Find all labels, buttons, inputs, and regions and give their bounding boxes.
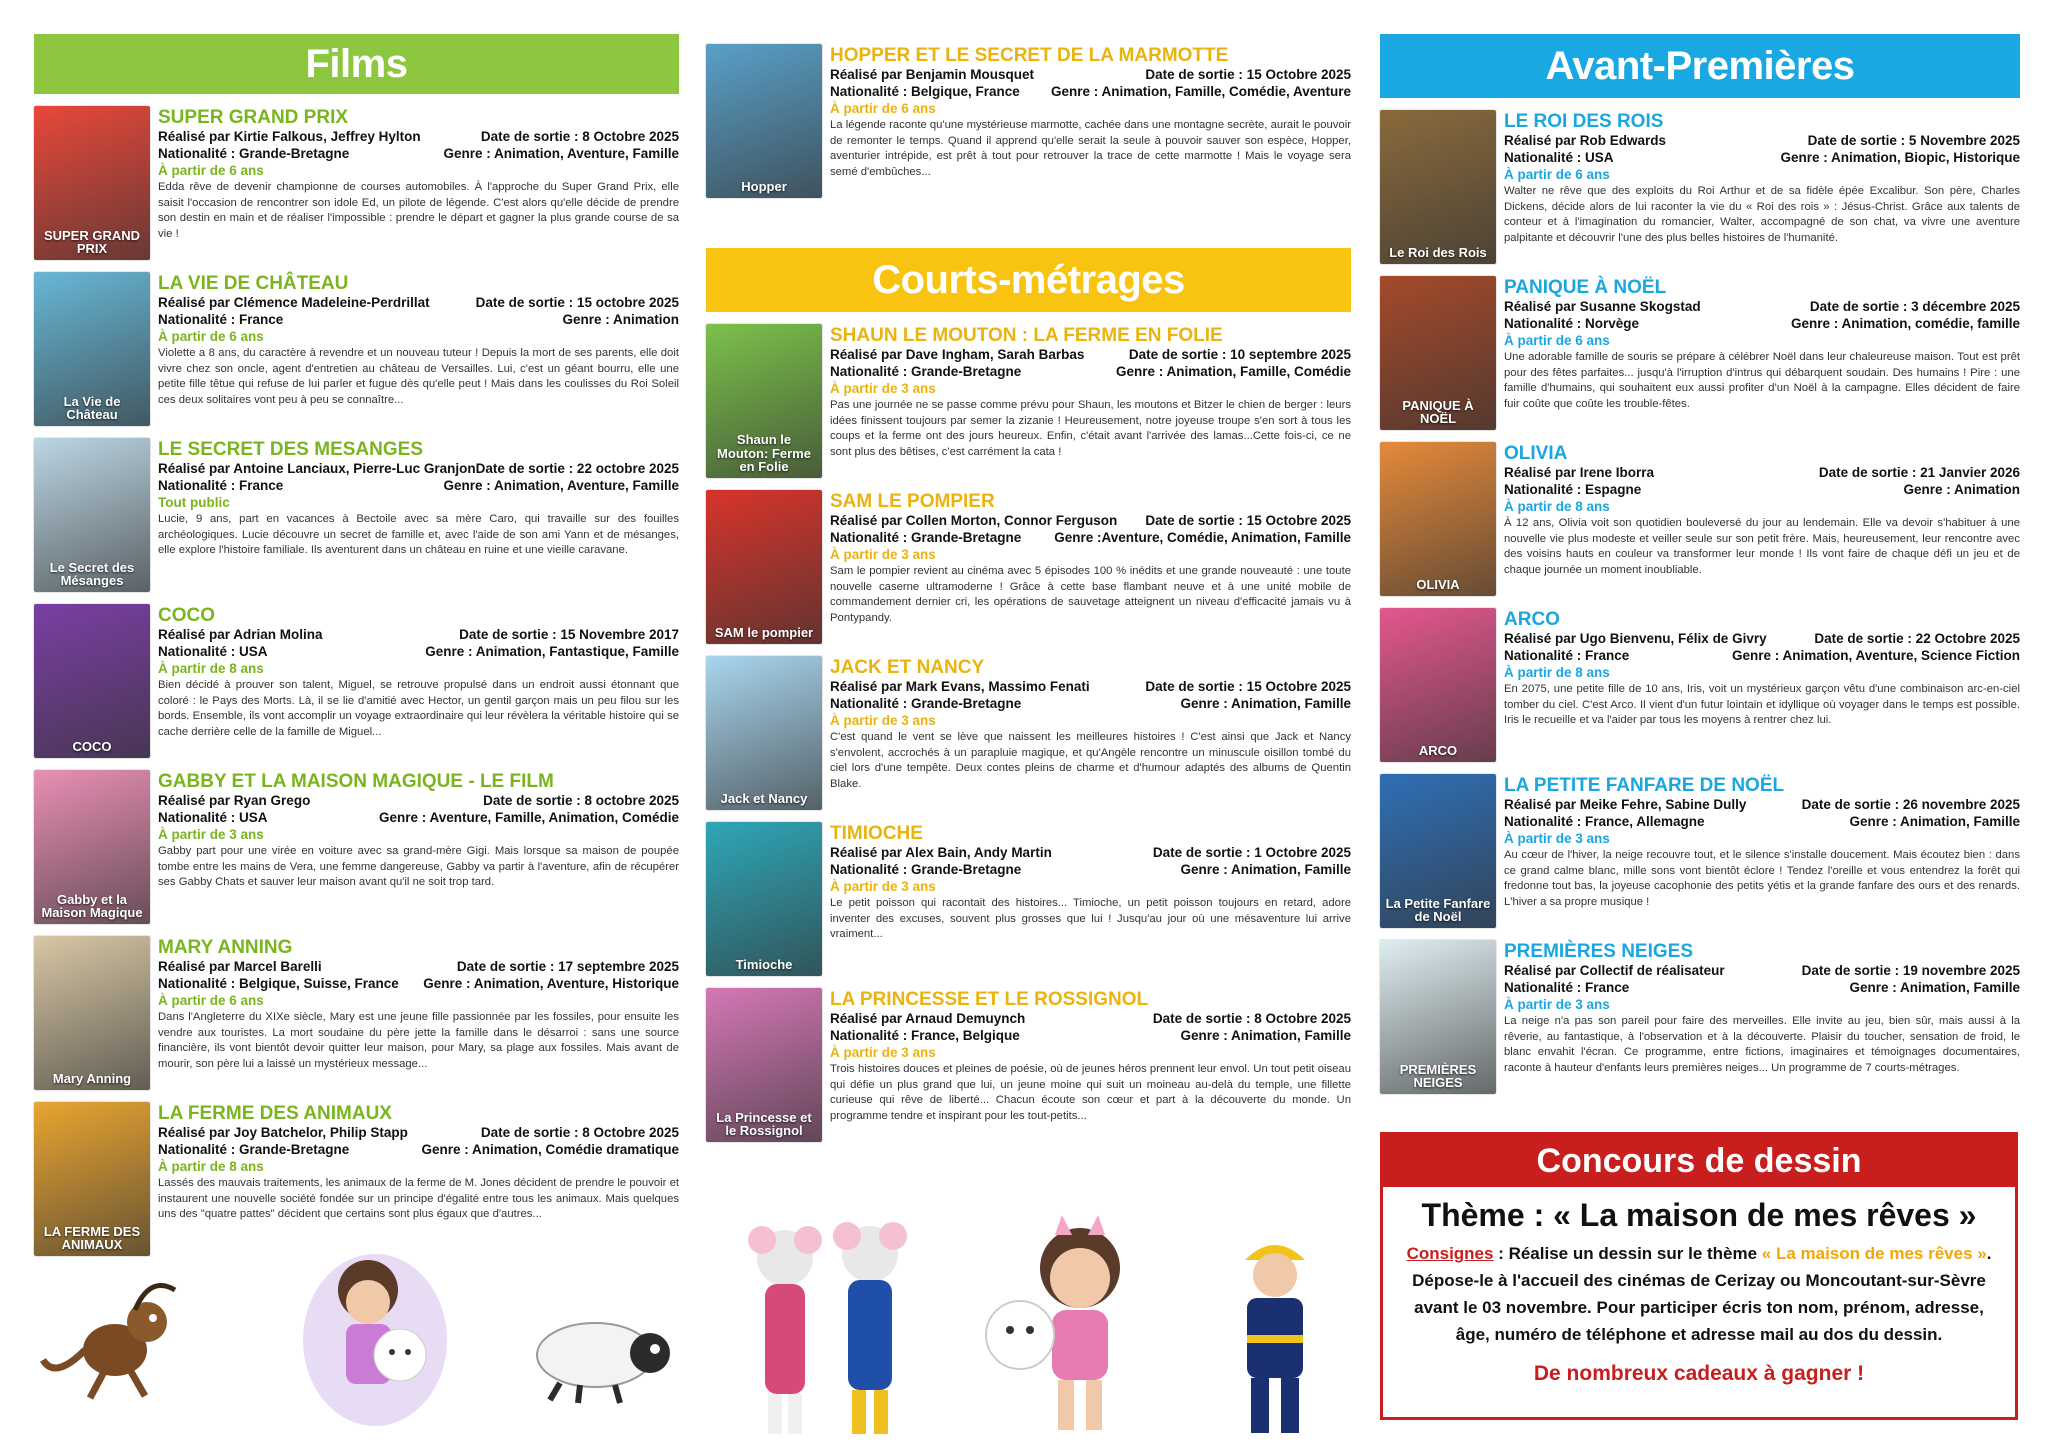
movie-card xyxy=(1380,276,2020,430)
movie-info xyxy=(830,490,1351,644)
hopper-slot xyxy=(706,44,1351,198)
movie-description: La neige n'a pas son pareil pour faire des merveilles. Elle invite au jeu, bien sûr, mais aussi à la rêverie, au fantastique, à l'observation et à la découverte. Plaisir du toucher, sensation de froid, le blanc envahit l'écran. Ce programme, entre fictions, imaginaires et témoignages documentaires, raconte à hauteur d'enfants leurs premières neiges... Un programme de 7 courts-métrages. xyxy=(1504,1015,2020,1074)
movie-title: LE SECRET DES MESANGES xyxy=(158,439,423,460)
movie-nationality: Nationalité : Norvège xyxy=(1504,316,1640,331)
movie-release: Date de sortie : 15 Octobre 2025 xyxy=(1145,67,1351,82)
movie-nationality: Nationalité : USA xyxy=(158,810,268,825)
poster-title: OLIVIA xyxy=(1416,577,1460,593)
movie-director: Réalisé par Clémence Madeleine-Perdrillat xyxy=(158,295,430,310)
nationality-genre-row xyxy=(830,695,1351,712)
movie-release: Date de sortie : 17 septembre 2025 xyxy=(456,959,679,974)
movie-age: À partir de 6 ans xyxy=(1504,333,1610,348)
movie-card xyxy=(1380,110,2020,264)
movie-description: Trois histoires douces et pleines de poésie, où de jeunes héros prennent leur envol. Un tout petit oiseau qui défie un plus grand que lui, un jeune moine qui suit un moineau au-delà du temple, une fillette curieuse qui rêve de liberté... Chacun écoute son cœur et part à la découverte du monde. Un programme tendre et inspirant pour les tout-petits... xyxy=(830,1063,1351,1122)
movie-genre: Genre : Animation, Famille, Comédie, Aventure xyxy=(1050,84,1351,99)
movie-title: LA PETITE FANFARE DE NOËL xyxy=(1504,775,1785,796)
movie-nationality: Nationalité : Grande-Bretagne xyxy=(158,1142,350,1157)
movie-card xyxy=(34,438,679,592)
nationality-genre-row xyxy=(158,311,679,328)
movie-poster xyxy=(1380,110,1496,264)
movie-genre: Genre : Animation, Famille xyxy=(1180,1028,1351,1043)
movie-director: Réalisé par Meike Fehre, Sabine Dully xyxy=(1504,797,1747,812)
movie-director: Réalisé par Collectif de réalisateur xyxy=(1504,963,1725,978)
movie-poster xyxy=(706,490,822,644)
poster-title: Hopper xyxy=(741,179,787,195)
movie-nationality: Nationalité : Grande-Bretagne xyxy=(830,530,1022,545)
movie-description: Le petit poisson qui racontait des histoires... Timioche, un petit poisson toujours en retard, adore inventer des excuses, souvent plus grosses que lui ! Jusqu'au jour où une mésaventure lui arrive vraiment... xyxy=(830,897,1351,940)
movie-age: À partir de 3 ans xyxy=(1504,831,1610,846)
nationality-genre-row xyxy=(830,529,1351,546)
movie-genre: Genre : Animation xyxy=(1903,482,2020,497)
movie-description: Violette a 8 ans, du caractère à revendre et un nouveau tuteur ! Depuis la mort de ses parents, elle doit vivre chez son oncle, agent d'entretien au château de Versailles. Lui, c'est un géant bourru, elle une petite fille têtue qui refuse de lui parler et fugue dès qu'elle peut ! Mais dans les coulisses du Roi Soleil ces deux solitaires vont peu à peu se connaître... xyxy=(158,347,679,406)
movie-info xyxy=(158,438,679,592)
movie-nationality: Nationalité : USA xyxy=(158,644,268,659)
movie-description: Sam le pompier revient au cinéma avec 5 épisodes 100 % inédits et une grande nouveauté : une toute nouvelle caserne ultramoderne ! Grâce à cette base flambant neuve et à une unité mobile de commandement dernier cri, les opérations de sauvetage atteignent un niveau d'efficacité jamais vu à Pontypandy. xyxy=(830,565,1351,624)
movie-director: Réalisé par Antoine Lanciaux, Pierre-Luc Granjon xyxy=(158,461,476,476)
poster-title: Le Secret des Mésanges xyxy=(49,559,135,589)
movie-card xyxy=(1380,442,2020,596)
director-release-row xyxy=(1504,796,2020,813)
poster-title: LA FERME DES ANIMAUX xyxy=(43,1223,141,1253)
movie-release: Date de sortie : 3 décembre 2025 xyxy=(1809,299,2020,314)
movie-nationality: Nationalité : France xyxy=(1504,980,1630,995)
movie-description: Gabby part pour une virée en voiture avec sa grand-mère Gigi. Mais lorsque sa maison de poupée tombe entre les mains de Vera, une femme dangereuse, Gabby va partir à l'aventure, afin de récupérer ses Gabby Chats et sauver leur maison avant qu'il ne soit trop tard. xyxy=(158,845,679,888)
movie-poster xyxy=(706,324,822,478)
movie-poster xyxy=(1380,774,1496,928)
poster-title: SAM le pompier xyxy=(714,625,814,641)
movie-info xyxy=(158,106,679,260)
movie-genre: Genre : Animation xyxy=(562,312,679,327)
movie-nationality: Nationalité : Grande-Bretagne xyxy=(830,696,1022,711)
movie-nationality: Nationalité : France xyxy=(158,478,284,493)
movie-age: À partir de 6 ans xyxy=(1504,167,1610,182)
movie-poster xyxy=(34,272,150,426)
movie-genre: Genre : Animation, Comédie dramatique xyxy=(421,1142,679,1157)
nationality-genre-row xyxy=(830,861,1351,878)
movie-card xyxy=(1380,774,2020,928)
movie-poster xyxy=(1380,608,1496,762)
movie-card xyxy=(34,770,679,924)
movie-title: JACK ET NANCY xyxy=(830,657,985,678)
avant-list xyxy=(1380,110,2020,1094)
movie-card xyxy=(34,604,679,758)
movie-title: SHAUN LE MOUTON : LA FERME EN FOLIE xyxy=(830,325,1223,346)
movie-age: À partir de 3 ans xyxy=(830,713,936,728)
courts-heading: Courts-métrages xyxy=(706,248,1351,312)
director-release-row xyxy=(158,958,679,975)
director-release-row xyxy=(830,844,1351,861)
director-release-row xyxy=(158,792,679,809)
movie-description: Walter ne rêve que des exploits du Roi Arthur et de sa fidèle épée Excalibur. Son père, Charles Dickens, décide alors de lui raconter la vie du « Roi des rois » : Jésus-Christ. Grâce aux talents de conteur et à l'imagination du romancier, Walter, accompagné de son chat, va vivre une aventure palpitante et découvrir l'une des plus belles histoires de l'humanité. xyxy=(1504,185,2020,244)
movie-poster xyxy=(34,936,150,1090)
movie-info xyxy=(158,604,679,758)
movie-info xyxy=(830,988,1351,1142)
movie-poster xyxy=(34,438,150,592)
movie-genre: Genre :Aventure, Comédie, Animation, Famille xyxy=(1054,530,1351,545)
movie-card xyxy=(1380,940,2020,1094)
poster-title: Le Roi des Rois xyxy=(1389,245,1487,261)
movie-release: Date de sortie : 15 Octobre 2025 xyxy=(1145,513,1351,528)
movie-nationality: Nationalité : Grande-Bretagne xyxy=(158,146,350,161)
avant-premieres-column xyxy=(1380,34,2020,1094)
poster-title: ARCO xyxy=(1418,743,1458,759)
poster-title: PANIQUE À NOËL xyxy=(1402,397,1474,427)
movie-genre: Genre : Animation, Aventure, Famille xyxy=(443,478,679,493)
nationality-genre-row xyxy=(158,477,679,494)
director-release-row xyxy=(1504,464,2020,481)
movie-description: Bien décidé à prouver son talent, Miguel, se retrouve propulsé dans un endroit aussi étonnant que coloré : le Pays des Morts. Là, il se lie d'amitié avec Hector, un gentil garçon mais un peu filou sur les bords. Ensemble, ils vont accomplir un voyage extraordinaire qui leur révèlera la véritable histoire qui se cache derrière celle de la famille de Miguel... xyxy=(158,679,679,738)
movie-release: Date de sortie : 19 novembre 2025 xyxy=(1801,963,2020,978)
movie-genre: Genre : Animation, Biopic, Historique xyxy=(1780,150,2020,165)
movie-genre: Genre : Animation, Aventure, Famille xyxy=(443,146,679,161)
concours-consignes xyxy=(1383,1240,2015,1348)
consignes-body: . Dépose-le à l'accueil des cinémas de Cerizay ou Moncoutant-sur-Sèvre avant le 03 novembre. Pour participer écris ton nom, prénom, adresse, âge, numéro de téléphone et adresse mail au dos du dessin. xyxy=(1412,1244,1992,1344)
movie-age: À partir de 6 ans xyxy=(158,163,264,178)
movie-info xyxy=(1504,774,2020,928)
director-release-row xyxy=(830,512,1351,529)
movie-genre: Genre : Aventure, Famille, Animation, Comédie xyxy=(378,810,679,825)
movie-release: Date de sortie : 8 Octobre 2025 xyxy=(480,129,679,144)
movie-age: À partir de 3 ans xyxy=(830,381,936,396)
movie-card xyxy=(706,324,1351,478)
movie-director: Réalisé par Rob Edwards xyxy=(1504,133,1667,148)
movie-poster xyxy=(1380,940,1496,1094)
movie-release: Date de sortie : 8 Octobre 2025 xyxy=(480,1125,679,1140)
movie-title: OLIVIA xyxy=(1504,443,1568,464)
movie-release: Date de sortie : 1 Octobre 2025 xyxy=(1152,845,1351,860)
poster-title: Shaun le Mouton: Ferme en Folie xyxy=(717,432,811,475)
consignes-label: Consignes xyxy=(1406,1244,1494,1263)
nationality-genre-row xyxy=(1504,647,2020,664)
movie-release: Date de sortie : 8 Octobre 2025 xyxy=(1152,1011,1351,1026)
poster-title: La Vie de Château xyxy=(63,393,121,423)
movie-info xyxy=(830,656,1351,810)
films-heading: Films xyxy=(34,34,679,94)
director-release-row xyxy=(158,460,679,477)
movie-nationality: Nationalité : France xyxy=(1504,648,1630,663)
movie-poster xyxy=(706,656,822,810)
movie-age: À partir de 3 ans xyxy=(830,1045,936,1060)
movie-age: À partir de 3 ans xyxy=(1504,997,1610,1012)
movie-release: Date de sortie : 22 Octobre 2025 xyxy=(1814,631,2020,646)
movie-title: PANIQUE À NOËL xyxy=(1504,277,1667,298)
nationality-genre-row xyxy=(1504,149,2020,166)
monkey-character-illustration xyxy=(35,1270,195,1400)
movie-nationality: Nationalité : Belgique, France xyxy=(830,84,1020,99)
characters-strip xyxy=(0,1210,1360,1445)
movie-nationality: Nationalité : France xyxy=(158,312,284,327)
avant-premieres-heading: Avant-Premières xyxy=(1380,34,2020,98)
movie-description: En 2075, une petite fille de 10 ans, Iris, voit un mystérieux garçon vêtu d'une combinaison arc-en-ciel tomber du ciel. C'est Arco. Il vient d'un futur lointain et idyllique où voyager dans le temps est possible. Iris le recueille et va l'aider par tous les moyens à rentrer chez lui. xyxy=(1504,683,2020,726)
movie-age: À partir de 8 ans xyxy=(1504,665,1610,680)
concours-theme: Thème : « La maison de mes rêves » xyxy=(1421,1197,1977,1233)
movie-age: À partir de 3 ans xyxy=(830,879,936,894)
movie-release: Date de sortie : 8 octobre 2025 xyxy=(483,793,679,808)
director-release-row xyxy=(1504,132,2020,149)
movie-description: Dans l'Angleterre du XIXe siècle, Mary est une jeune fille passionnée par les fossiles, pour ensuite les vendre aux touristes. La mort soudaine du père jette la famille dans le désarroi : sans une source financière, ils vont bientôt devoir quitter leur maison, pour Mary, sa plage aux fossiles. Mais avant de mourir, son père lui a laissé un mystérieux message... xyxy=(158,1011,679,1070)
movie-card xyxy=(1380,608,2020,762)
movie-director: Réalisé par Arnaud Demuynch xyxy=(830,1011,1026,1026)
movie-title: LA FERME DES ANIMAUX xyxy=(158,1103,392,1124)
movie-info xyxy=(158,936,679,1090)
nationality-genre-row xyxy=(830,83,1351,100)
firefighter-sam-illustration xyxy=(1215,1230,1335,1440)
movie-poster xyxy=(1380,442,1496,596)
movie-director: Réalisé par Dave Ingham, Sarah Barbas xyxy=(830,347,1085,362)
movie-release: Date de sortie : 5 Novembre 2025 xyxy=(1807,133,2020,148)
nationality-genre-row xyxy=(158,643,679,660)
movie-poster xyxy=(706,822,822,976)
poster-title: Timioche xyxy=(735,957,793,973)
nationality-genre-row xyxy=(1504,979,2020,996)
movie-nationality: Nationalité : USA xyxy=(1504,150,1614,165)
movie-poster xyxy=(34,106,150,260)
movie-title: TIMIOCHE xyxy=(830,823,923,844)
movie-release: Date de sortie : 26 novembre 2025 xyxy=(1801,797,2020,812)
movie-release: Date de sortie : 21 Janvier 2026 xyxy=(1818,465,2020,480)
movie-director: Réalisé par Mark Evans, Massimo Fenati xyxy=(830,679,1090,694)
movie-description: La légende raconte qu'une mystérieuse marmotte, cachée dans une montagne secrète, aurait le pouvoir de remonter le temps. Quand il apprend qu'elle serait la seule à pouvoir sauver son espèce, Hopper, aventurier intrépide, est prêt à tout pour retrouver la trace de cette marmotte ! Mais le voyage sera semé d'embûches... xyxy=(830,119,1351,178)
movie-info xyxy=(830,324,1351,478)
movie-info xyxy=(1504,276,2020,430)
director-release-row xyxy=(1504,630,2020,647)
movie-title: MARY ANNING xyxy=(158,937,293,958)
poster-title: Mary Anning xyxy=(52,1071,132,1087)
poster-title: Jack et Nancy xyxy=(720,791,808,807)
movie-release: Date de sortie : 15 Octobre 2025 xyxy=(1145,679,1351,694)
movie-poster xyxy=(706,44,822,198)
movie-release: Date de sortie : 15 Novembre 2017 xyxy=(459,627,679,642)
movie-age: À partir de 8 ans xyxy=(158,661,264,676)
movie-release: Date de sortie : 15 octobre 2025 xyxy=(475,295,679,310)
movie-title: PREMIÈRES NEIGES xyxy=(1504,941,1693,962)
movie-age: Tout public xyxy=(158,495,230,510)
movie-nationality: Nationalité : France, Belgique xyxy=(830,1028,1020,1043)
nationality-genre-row xyxy=(830,363,1351,380)
movie-card xyxy=(34,272,679,426)
movie-genre: Genre : Animation, Famille xyxy=(1849,814,2020,829)
movie-nationality: Nationalité : Belgique, Suisse, France xyxy=(158,976,399,991)
movie-title: LA VIE DE CHÂTEAU xyxy=(158,273,349,294)
movie-poster xyxy=(1380,276,1496,430)
movie-title: LA PRINCESSE ET LE ROSSIGNOL xyxy=(830,989,1149,1010)
nationality-genre-row xyxy=(1504,813,2020,830)
director-release-row xyxy=(830,1010,1351,1027)
movie-nationality: Nationalité : Grande-Bretagne xyxy=(830,364,1022,379)
movie-director: Réalisé par Benjamin Mousquet xyxy=(830,67,1035,82)
consignes-intro: Réalise un dessin sur le thème xyxy=(1508,1244,1762,1263)
nationality-genre-row xyxy=(158,809,679,826)
movie-card xyxy=(706,988,1351,1142)
movie-genre: Genre : Animation, Famille xyxy=(1180,862,1351,877)
movie-director: Réalisé par Collen Morton, Connor Ferguson xyxy=(830,513,1118,528)
movie-title: GABBY ET LA MAISON MAGIQUE - LE FILM xyxy=(158,771,554,792)
movie-title: ARCO xyxy=(1504,609,1560,630)
movie-director: Réalisé par Susanne Skogstad xyxy=(1504,299,1701,314)
movie-director: Réalisé par Irene Iborra xyxy=(1504,465,1655,480)
movie-director: Réalisé par Kirtie Falkous, Jeffrey Hylton xyxy=(158,129,421,144)
nationality-genre-row xyxy=(1504,315,2020,332)
mice-racers-illustration xyxy=(730,1218,930,1443)
movie-director: Réalisé par Ryan Grego xyxy=(158,793,311,808)
movie-description: Au cœur de l'hiver, la neige recouvre tout, et le silence s'installe doucement. Mais écoutez bien : dans ce grand calme blanc, mille sons vont bientôt éclore ! Tendez l'oreille et vous entendrez la forêt qui fredonne tout bas, la joyeuse cacophonie des petits yétis et la grande fanfare des ours et des renards. L'hiver a sa propre musique ! xyxy=(1504,849,2020,908)
movie-genre: Genre : Animation, Famille xyxy=(1849,980,2020,995)
nationality-genre-row xyxy=(158,145,679,162)
movie-age: À partir de 6 ans xyxy=(830,101,936,116)
movie-card xyxy=(706,822,1351,976)
shaun-sheep-illustration xyxy=(520,1295,680,1405)
concours-box xyxy=(1380,1132,2018,1420)
movie-director: Réalisé par Marcel Barelli xyxy=(158,959,322,974)
movie-info xyxy=(1504,110,2020,264)
movie-info xyxy=(158,770,679,924)
movie-age: À partir de 8 ans xyxy=(158,1159,264,1174)
courts-list xyxy=(706,324,1351,1142)
movie-director: Réalisé par Alex Bain, Andy Martin xyxy=(830,845,1052,860)
movie-title: LE ROI DES ROIS xyxy=(1504,111,1664,132)
movie-info xyxy=(830,44,1351,198)
movie-card xyxy=(34,936,679,1090)
movie-director: Réalisé par Ugo Bienvenu, Félix de Givry xyxy=(1504,631,1767,646)
consignes-sep: : xyxy=(1493,1244,1509,1263)
movie-age: À partir de 6 ans xyxy=(158,329,264,344)
movie-description: C'est quand le vent se lève que naissent les meilleures histoires ! C'est ainsi que Jack et Nancy s'envolent, accrochés à un parapluie magique, et qu'Angèle rencontre un minuscule oisillon tombé du ciel lors d'une tempête. Deux contes pleins de charme et d'humour adaptés des albums de Quentin Blake. xyxy=(830,731,1351,790)
movie-info xyxy=(158,272,679,426)
poster-title: La Petite Fanfare de Noël xyxy=(1385,895,1491,925)
movie-nationality: Nationalité : France, Allemagne xyxy=(1504,814,1705,829)
movie-info xyxy=(830,822,1351,976)
movie-description: Pas une journée ne se passe comme prévu pour Shaun, les moutons et Bitzer le chien de berger : leurs idées finissent toujours par semer la zizanie ! Heureusement, notre joyeuse troupe s'en sort à tous les coups et la ferme ont des jours heureux. Enfin, c'était avant l'arrivée des lamas...Cette fois-ci, ce ne sont plus des bêtises, c'est carrément la cata ! xyxy=(830,399,1351,458)
nationality-genre-row xyxy=(1504,481,2020,498)
movie-card xyxy=(706,44,1351,198)
movie-description: À 12 ans, Olivia voit son quotidien bouleversé du jour au lendemain. Elle va devoir s'habituer à une nouvelle vie plus modeste et veiller seule sur son petit frère. Mais, heureusement, leur rencontre avec des voisins hauts en couleur va transformer leur monde ! Ils vont faire de chaque défi un jeu et de chaque journée un moment inoubliable. xyxy=(1504,517,2020,576)
poster-title: COCO xyxy=(72,739,112,755)
movie-age: À partir de 3 ans xyxy=(158,827,264,842)
nationality-genre-row xyxy=(158,1141,679,1158)
movie-info xyxy=(1504,608,2020,762)
gabby-character-illustration xyxy=(300,1230,450,1430)
consignes-theme: « La maison de mes rêves » xyxy=(1761,1244,1987,1263)
director-release-row xyxy=(1504,298,2020,315)
movie-description: Une adorable famille de souris se prépare à célébrer Noël dans leur chaleureuse maison. Tout est prêt pour des fêtes parfaites... jusqu'à l'irruption d'intrus qui débarquent soudain. Des humains ! Pire : une famille d'humains, qui souhaitent eux aussi profiter d'un Noël à la campagne. Elles décident de faire fuir coûte que coûte les trouble-fêtes. xyxy=(1504,351,2020,410)
movie-title: HOPPER ET LE SECRET DE LA MARMOTTE xyxy=(830,45,1229,66)
movie-genre: Genre : Animation, Aventure, Historique xyxy=(423,976,679,991)
movie-card xyxy=(706,490,1351,644)
movie-card xyxy=(34,106,679,260)
movie-age: À partir de 8 ans xyxy=(1504,499,1610,514)
films-column xyxy=(34,34,679,1256)
movie-director: Réalisé par Adrian Molina xyxy=(158,627,323,642)
movie-genre: Genre : Animation, Famille, Comédie xyxy=(1115,364,1351,379)
movie-nationality: Nationalité : Grande-Bretagne xyxy=(830,862,1022,877)
director-release-row xyxy=(158,128,679,145)
director-release-row xyxy=(830,678,1351,695)
movie-card xyxy=(706,656,1351,810)
movie-age: À partir de 3 ans xyxy=(830,547,936,562)
movie-age: À partir de 6 ans xyxy=(158,993,264,1008)
director-release-row xyxy=(158,1124,679,1141)
poster-title: La Princesse et le Rossignol xyxy=(716,1109,812,1139)
director-release-row xyxy=(158,626,679,643)
movie-title: COCO xyxy=(158,605,215,626)
director-release-row xyxy=(830,346,1351,363)
nationality-genre-row xyxy=(830,1027,1351,1044)
movie-description: Edda rêve de devenir championne de courses automobiles. À l'approche du Super Grand Prix, elle saisit l'occasion de rencontrer son idole Ed, un pilote de légende. C'est alors qu'elle décide de prendre son destin en main et de réaliser l'impossible : prendre le départ et gagner la plus grande course de sa vie ! xyxy=(158,181,679,240)
concours-gift: De nombreux cadeaux à gagner ! xyxy=(1533,1362,1865,1385)
films-list xyxy=(34,106,679,1256)
movie-description: Lassés des mauvais traitements, les animaux de la ferme de M. Jones décident de prendre le pouvoir et instaurent une nouvelle société fondée sur un principe d'égalité entre tous les animaux. Mais quelques uns des "quatre pattes" décident que certains sont plus égaux que d'autres... xyxy=(158,1177,679,1220)
movie-release: Date de sortie : 10 septembre 2025 xyxy=(1128,347,1351,362)
movie-poster xyxy=(706,988,822,1142)
director-release-row xyxy=(1504,962,2020,979)
movie-director: Réalisé par Joy Batchelor, Philip Stapp xyxy=(158,1125,408,1140)
movie-genre: Genre : Animation, Famille xyxy=(1180,696,1351,711)
movie-nationality: Nationalité : Espagne xyxy=(1504,482,1642,497)
movie-description: Lucie, 9 ans, part en vacances à Bectoile avec sa mère Caro, qui travaille sur des fouilles archéologiques. Lucie découvre un secret de famille et, avec l'aide de son ami Yann et de mésanges, elle explore l'histoire familiale. Ils aventurent dans un château en ruine et une vieille caravane. xyxy=(158,513,679,556)
concours-heading: Concours de dessin xyxy=(1383,1135,2015,1187)
poster-title: Gabby et la Maison Magique xyxy=(41,891,143,921)
movie-genre: Genre : Animation, comédie, famille xyxy=(1790,316,2020,331)
nationality-genre-row xyxy=(158,975,679,992)
movie-info xyxy=(1504,442,2020,596)
movie-poster xyxy=(34,604,150,758)
movie-poster xyxy=(34,770,150,924)
gabby-cat-illustration xyxy=(960,1210,1160,1440)
movie-genre: Genre : Animation, Fantastique, Famille xyxy=(425,644,679,659)
movie-info xyxy=(1504,940,2020,1094)
movie-title: SUPER GRAND PRIX xyxy=(158,107,349,128)
poster-title: SUPER GRAND PRIX xyxy=(43,227,141,257)
director-release-row xyxy=(158,294,679,311)
movie-genre: Genre : Animation, Aventure, Science Fiction xyxy=(1731,648,2020,663)
movie-release: Date de sortie : 22 octobre 2025 xyxy=(475,461,679,476)
director-release-row xyxy=(830,66,1351,83)
poster-title: PREMIÈRES NEIGES xyxy=(1399,1061,1477,1091)
movie-title: SAM LE POMPIER xyxy=(830,491,995,512)
middle-column xyxy=(706,44,1351,1142)
